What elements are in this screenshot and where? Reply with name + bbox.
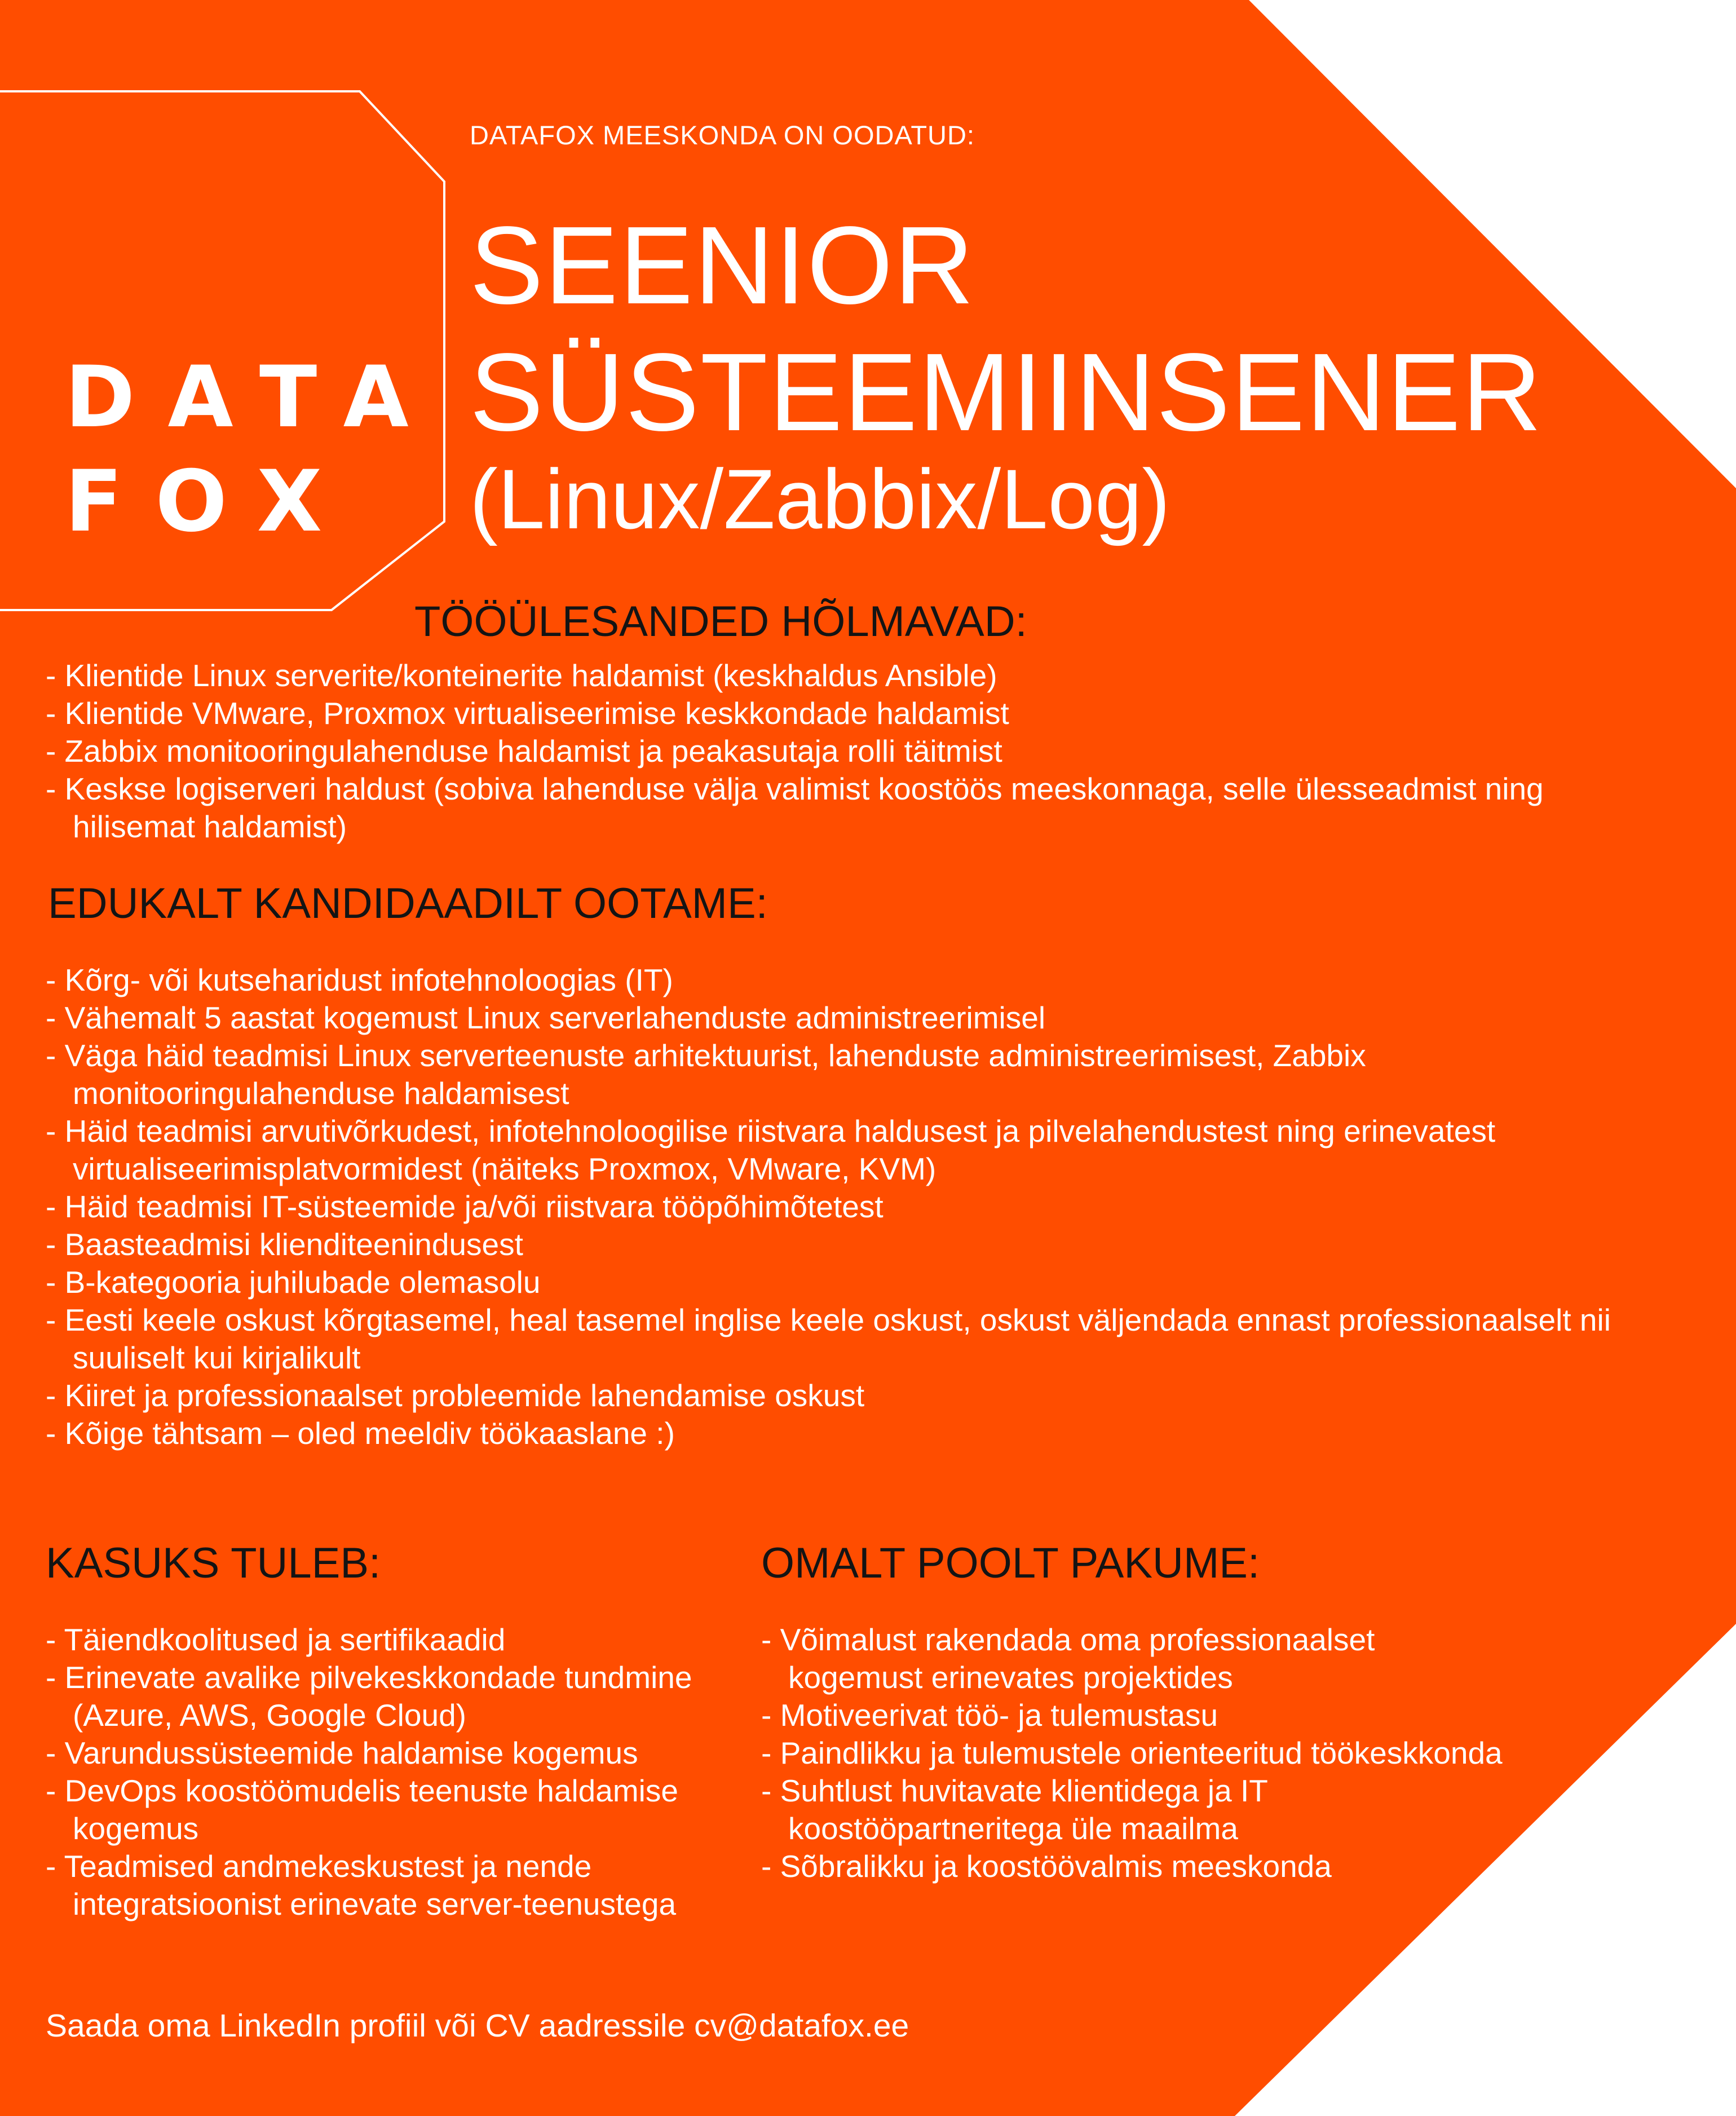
list-item: - Häid teadmisi arvutivõrkudest, infotehnoloogilise riistvara haldusest ja pilvelahendustest ning erinevatest virtualiseerimisplatvormidest (näiteks Proxmox, VMware, KVM): [46, 1114, 1496, 1186]
list-item: - Häid teadmisi IT-süsteemide ja/või riistvara tööpõhimõtetest: [46, 1189, 884, 1224]
advantages-heading: KASUKS TULEB:: [46, 1539, 381, 1587]
list-item: - Väga häid teadmisi Linux serverteenuste arhitektuurist, lahenduste administreerimisest, Zabbix monitooringulahenduse haldamisest: [46, 1038, 1366, 1111]
list-item: - Erinevate avalike pilvekeskkondade tundmine (Azure, AWS, Google Cloud): [46, 1660, 692, 1733]
list-item: - Paindlikku ja tulemustele orienteeritud töökeskkonda: [761, 1735, 1503, 1770]
list-item: - Kõige tähtsam – oled meeldiv töökaaslane :): [46, 1416, 675, 1451]
list-item: - Varundussüsteemide haldamise kogemus: [46, 1735, 638, 1770]
list-item: - DevOps koostöömudelis teenuste haldamise kogemus: [46, 1773, 678, 1846]
footer-contact: [46, 2007, 909, 2044]
duties-list: [46, 657, 1568, 846]
list-item: - Vähemalt 5 aastat kogemust Linux serverlahenduste administreerimisel: [46, 1000, 1046, 1035]
list-item: - Kõrg- või kutseharidust infotehnoloogias (IT): [46, 962, 673, 997]
list-item: - Klientide Linux serverite/konteinerite haldamist (keskhaldus Ansible): [46, 658, 997, 693]
list-item: - Motiveerivat töö- ja tulemustasu: [761, 1698, 1218, 1733]
list-item: - Kiiret ja professionaalset probleemide lahendamise oskust: [46, 1378, 865, 1413]
advantages-list: [46, 1621, 739, 1923]
offer-heading: OMALT POOLT PAKUME:: [761, 1539, 1260, 1587]
list-item: - Eesti keele oskust kõrgtasemel, heal tasemel inglise keele oskust, oskust väljendada ennast professionaalselt nii suuliselt kui kirjalikult: [46, 1302, 1611, 1375]
list-item: - Keskse logiserveri haldust (sobiva lahenduse välja valimist koostöös meeskonnaga, selle ülesseadmist ning hilisemat haldamist): [46, 771, 1544, 844]
list-item: - Võimalust rakendada oma professionaalset kogemust erinevates projektides: [761, 1622, 1375, 1695]
list-item: - Sõbralikku ja koostöövalmis meeskonda: [761, 1849, 1332, 1884]
list-item: - B-kategooria juhilubade olemasolu: [46, 1265, 541, 1300]
requirements-heading: EDUKALT KANDIDAADILT OOTAME:: [48, 880, 768, 927]
list-item: - Baasteadmisi klienditeenindusest: [46, 1227, 523, 1262]
logo-text-data: DATA: [65, 348, 441, 447]
job-title: [470, 202, 1543, 456]
footer-text: Saada oma LinkedIn profiil või CV aadressile: [46, 2008, 686, 2044]
requirements-list: [46, 961, 1624, 1452]
logo-text-fox: FOX: [65, 453, 355, 551]
email-link[interactable]: cv@datafox.ee: [694, 2008, 909, 2044]
job-title-line1: SEENIOR: [470, 204, 975, 327]
job-subtitle: (Linux/Zabbix/Log): [470, 452, 1170, 546]
list-item: - Suhtlust huvitavate klientidega ja IT koostööpartneritega üle maailma: [761, 1773, 1267, 1846]
list-item: - Täiendkoolitused ja sertifikaadid: [46, 1622, 506, 1657]
offer-list: [761, 1621, 1505, 1885]
duties-heading: TÖÖÜLESANDED HÕLMAVAD:: [414, 598, 1027, 646]
list-item: - Klientide VMware, Proxmox virtualiseerimise keskkondade haldamist: [46, 696, 1009, 731]
header-kicker: DATAFOX MEESKONDA ON OODATUD:: [470, 120, 975, 150]
job-title-line2: SÜSTEEMIINSENER: [470, 330, 1543, 454]
list-item: - Zabbix monitooringulahenduse haldamist ja peakasutaja rolli täitmist: [46, 734, 1002, 768]
list-item: - Teadmised andmekeskustest ja nende integratsioonist erinevate server-teenustega: [46, 1849, 677, 1921]
